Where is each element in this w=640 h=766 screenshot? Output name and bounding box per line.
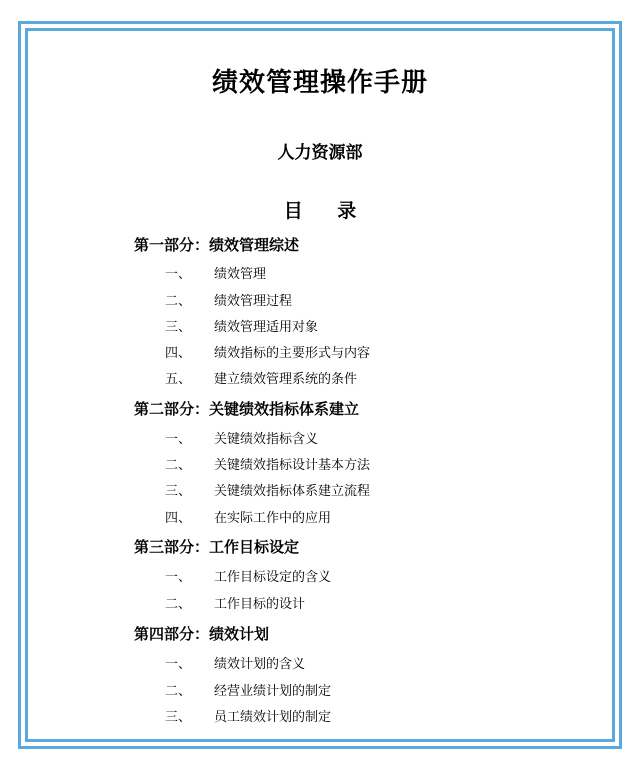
toc-item-text: 绩效计划的含义 [214, 657, 306, 672]
toc-heading: 目 录 [283, 200, 371, 222]
toc-item[interactable] [0, 263, 640, 281]
toc-part-heading[interactable]: 第三部分：工作目标设定 [134, 538, 300, 556]
toc-item-number: 一、 [165, 570, 192, 585]
toc-item[interactable] [0, 368, 640, 386]
toc-item-number: 三、 [165, 484, 192, 499]
toc-item[interactable] [0, 454, 640, 472]
document-title: 绩效管理操作手册 [211, 68, 428, 98]
toc-part-heading[interactable]: 第二部分：关键绩效指标体系建立 [134, 400, 360, 418]
toc-item-text: 建立绩效管理系统的条件 [214, 372, 358, 387]
toc-item[interactable] [0, 428, 640, 446]
toc-item-text: 关键绩效指标含义 [214, 432, 319, 447]
toc-item-text: 关键绩效指标体系建立流程 [214, 484, 371, 499]
toc-item-number: 三、 [165, 710, 192, 725]
toc-item[interactable] [0, 653, 640, 671]
toc-item-number: 二、 [165, 294, 192, 309]
toc-item-number: 一、 [165, 267, 192, 282]
toc-item-number: 二、 [165, 597, 192, 612]
toc-item-text: 工作目标设定的含义 [214, 570, 332, 585]
toc-item[interactable] [0, 290, 640, 308]
toc-item-number: 四、 [165, 346, 192, 361]
toc-part-heading[interactable]: 第四部分：绩效计划 [134, 625, 270, 643]
toc-item-text: 工作目标的设计 [214, 597, 306, 612]
toc-item-text: 经营业绩计划的制定 [214, 684, 332, 699]
toc-item[interactable] [0, 706, 640, 724]
toc-item[interactable] [0, 316, 640, 334]
toc-item-number: 五、 [165, 372, 192, 387]
toc-item-text: 在实际工作中的应用 [214, 511, 332, 526]
toc-item-text: 绩效指标的主要形式与内容 [214, 346, 371, 361]
toc-item[interactable] [0, 480, 640, 498]
toc-item-text: 绩效管理适用对象 [214, 320, 319, 335]
toc-item-number: 三、 [165, 320, 192, 335]
toc-part-heading[interactable]: 第一部分：绩效管理综述 [134, 236, 300, 254]
toc-item-number: 四、 [165, 511, 192, 526]
toc-item-number: 一、 [165, 657, 192, 672]
toc-item-number: 一、 [165, 432, 192, 447]
toc-item-number: 二、 [165, 458, 192, 473]
toc-item[interactable] [0, 342, 640, 360]
toc-item-text: 绩效管理过程 [214, 294, 293, 309]
toc-item[interactable] [0, 593, 640, 611]
department-name: 人力资源部 [277, 143, 363, 163]
toc-item-text: 员工绩效计划的制定 [214, 710, 332, 725]
toc-item[interactable] [0, 680, 640, 698]
toc-item[interactable] [0, 566, 640, 584]
toc-item[interactable] [0, 507, 640, 525]
toc-item-number: 二、 [165, 684, 192, 699]
toc-item-text: 绩效管理 [214, 267, 267, 282]
toc-item-text: 关键绩效指标设计基本方法 [214, 458, 371, 473]
